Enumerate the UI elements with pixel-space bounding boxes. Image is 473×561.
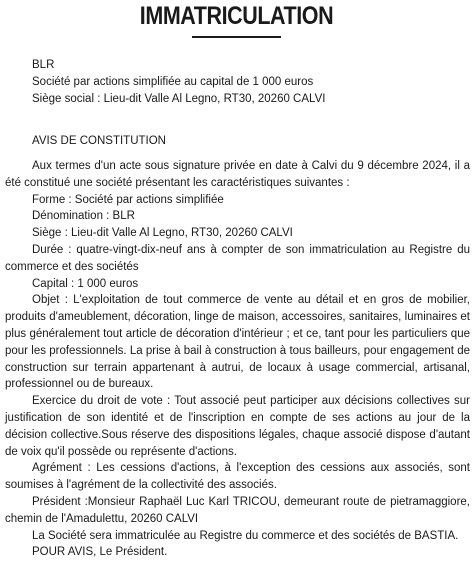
page-title: IMMATRICULATION: [139, 2, 334, 30]
objet-paragraph: Objet : L'exploitation de tout commerce de vente au détail et en gros de mobilier, produits d'ameublement, décoration, linge de maison, accessoires, sanitaires, luminaires et plus généralement tout article de décoration d'intérieur ; et ce, tant pour les particuliers que pour les professionnels. La prise à bail à construction à tous bailleurs, pour engagement de construction sur terrain appartenant à autrui, de locaux à usage commercial, artisanal, professionnel ou de bureaux.: [5, 294, 470, 391]
section-title: AVIS DE CONSTITUTION: [32, 135, 166, 147]
title-underline: [192, 36, 281, 38]
president-paragraph: Président :Monsieur Raphaël Luc Karl TRICOU, demeurant route de pietramaggiore, chemin de l'Amadulettu, 20260 CALVI: [5, 495, 470, 525]
company-name: BLR: [32, 59, 55, 71]
siege-line: Siège : Lieu-dit Valle Al Legno, RT30, 20260 CALVI: [32, 227, 293, 240]
denomination-line: Dénomination : BLR: [32, 210, 135, 223]
intro-paragraph: Aux termes d'un acte sous signature privée en date à Calvi du 9 décembre 2024, il a été constitué une société présentant les caractéristiques suivantes :: [5, 160, 470, 189]
company-header: [5, 57, 470, 107]
signature-line: POUR AVIS, Le Président.: [32, 546, 168, 559]
agrement-paragraph: Agrément : Les cessions d'actions, à l'exception des cessions aux associés, sont soumises à l'agrément de la collectivité des associés.: [5, 462, 470, 492]
notice-body: [5, 158, 470, 561]
company-capital: Société par actions simplifiée au capital de 1 000 euros: [32, 75, 314, 88]
vote-paragraph: Exercice du droit de vote : Tout associé peut participer aux décisions collectives sur justification de son identité et de l'inscription en compte de ses actions au jour de la décision collective.Sous réserve des dispositions légales, chaque associé dispose d'autant de voix qu'il possède ou représente d'actions.: [5, 395, 470, 458]
registry-line: La Société sera immatriculée au Registre du commerce et des sociétés de BASTIA.: [32, 529, 459, 542]
company-siege: Siège social : Lieu-dit Valle Al Legno, RT30, 20260 CALVI: [32, 92, 326, 105]
forme-line: Forme : Société par actions simplifiée: [32, 193, 224, 206]
duree-paragraph: Durée : quatre-vingt-dix-neuf ans à compter de son immatriculation au Registre du commerce et des sociétés: [5, 243, 470, 273]
capital-line: Capital : 1 000 euros: [32, 277, 139, 290]
